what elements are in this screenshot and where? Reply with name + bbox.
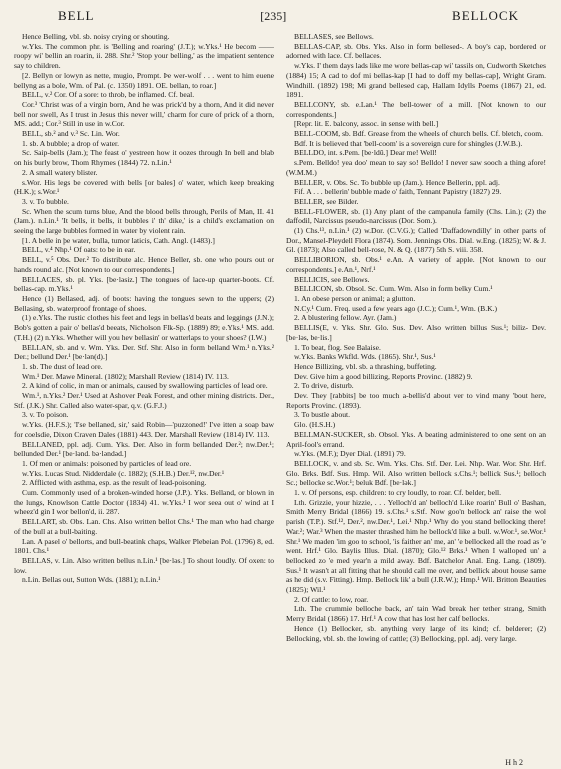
dictionary-entry: BELLACES, sb. pl. Yks. [be·ləsiz.] The tongues of lace-up quarter-boots. Cf. bellas-cap. m.Yks.¹ [14, 274, 274, 294]
dictionary-entry: (1) e.Yks. The rustic clothes his feet and legs in bellas'd beats and leggings (J.N.); Bob's gotten a pair o' bellas'd beeats, Nicholson Flk-Sp. (1889) 89; e.Yks.¹ MS. add. (T.H.) (2) n.Yks. Whether will you hev bellasin' or watterlaps to your shoes? (I.W.) [14, 313, 274, 342]
dictionary-entry: Hence (1) Bellocker, sb. anything very large of its kind; cf. belderer; (2) Bellocking, vbl. sb. the lowing of cattle; (3) Bellocking, ppl. adj. very large. [286, 623, 546, 643]
dictionary-entry: (1) Chs.¹³, n.Lin.¹ (2) w.Dor. (C.V.G.); Called 'Daffadowndilly' in other parts of Dor., Mansel-Pleydell Flora (1874). Som. Jennings Obs. Dial. w.Eng. (1825); W. & J. Gl. (1873); Also called bell-rose, N. & Q. (1877) 5th S. viii. 358. [286, 226, 546, 255]
dictionary-entry: BELLER, see Bilder. [294, 196, 359, 206]
dictionary-entry: Hence Billizing, vbl. sb. a thrashing, buffeting. [294, 361, 437, 371]
dictionary-entry: 1. Of men or animals: poisoned by particles of lead ore. [22, 458, 192, 468]
dictionary-entry: Hence (1) Bellased, adj. of boots: having the tongues sewn to the uppers; (2) Bellasing, sb. waterproof frontage of shoes. [14, 293, 274, 313]
dictionary-entry: BELL, v.⁵ Obs. Der.² To distribute alc. Hence Beller, sb. one who pours out or hands round alc. [Not known to our correspondents.] [14, 255, 274, 274]
dictionary-entry: s.Pem. Belldo! yea doo' mean to say so! Belldo! I never saw sooch a thing afore! (W.M.M.) [286, 158, 546, 177]
left-column [14, 32, 274, 744]
dictionary-entry: w.Yks. Banks Wkfld. Wds. (1865). Shr.¹, Sus.¹ [294, 352, 436, 362]
dictionary-entry: 1. To beat, flog. See Balaise. [294, 342, 381, 352]
dictionary-entry: w.Yks. The common phr. is 'Belling and roaring' (J.T.); w.Yks.¹ He becom —— roopy wi' bellin an roarin, ii. 288. Shr.² 'Stop your belling,' as the impatient sentence say to children. [14, 41, 274, 71]
dictionary-entry: Glo. (H.S.H.) [294, 420, 336, 430]
dictionary-entry: BELLOCK, v. and sb. Sc. Wm. Yks. Chs. Stf. Der. Lei. Nhp. War. Wor. Shr. Hrf. Glo. Brks. Bdf. Sus. Hmp. Wil. Also written bellock s.Chs.¹; bellick Sus.¹; belloch Sc.; bellocke sc.Wor.¹; beluk Bdf. [be·lək.] [286, 458, 546, 488]
dictionary-entry: Lth. The crummie belloche back, an' tain Wad break her tether strang, Smith Merry Bridal (1866) 17. Hrf.¹ A cow that has lost her calf bellocks. [286, 604, 546, 624]
dictionary-entry: [Repr. lit. E. balcony, assoc. in sense with bell.] [294, 119, 439, 129]
dictionary-entry: s.Wor. His legs be covered with bells [or bales] o' water, which keep breaking (H.K.); s.Wor.¹ [14, 177, 274, 197]
dictionary-entry: Bdf. It is believed that 'bell-coom' is a sovereign cure for shingles (J.W.B.). [294, 138, 523, 148]
page-number: [235] [260, 9, 287, 23]
dictionary-entry: [2. Bellyn or lowyn as nette, mugio, Prompt. Þe wer-wolf . . . went to him euene bellyng as a bole, Wm. of Pal. (c. 1350) 1891. OE. bellan, to roar.] [14, 70, 274, 90]
dictionary-entry: BELLAS-CAP, sb. Obs. Yks. Also in form bellesed-. A boy's cap, bordered or adorned with lace. Cf. bellaces. [286, 41, 546, 61]
dictionary-entry: Cor.³ 'Christ was of a virgin born, And he was prick'd by a thorn, And it did never bell nor swell, As I trust in Jesus this never will,' charm for cure of prick of a thorn, MS. add.; Cor.³ Still in use in w.Cor. [14, 99, 274, 129]
dictionary-entry: BELLAN, sb. and v. Wm. Yks. Der. Stf. Shr. Also in form belland Wm.¹ n.Yks.² Der.; bellund Der.¹ [be·lən(d).] [14, 342, 274, 362]
dictionary-entry: Lth. Grizzie, your hizzie, . . . Yelloch'd an' belloch'd Like roarin' Bull o' Bashan, Smith Merry Bridal (1866) 19. s.Chs.¹ s.Stf. Now goo'n bellock an' raise the wol parish (T.P.). Stf.¹², Der.², nw.Der.¹, Lei.¹ Nhp.¹ Why do you stand bellocking there! War.²; War.³ When the master thrashed him he bellock'd like a bull. w.Wor.¹, se.Wor.¹ Shr.¹ We maden 'im goo to school, 'is faither an' me, an' 'e bellocked all the road as 'e went. Hrf.¹ Glo. Baylis Illus. Dial. (1870); Glo.¹² Brks.¹ When I walloped un' a bellocked zo 'e med year'n a mild away. Bdf. Batchelor Anal. Eng. Lang. (1809). Sus.¹ It wasn't at all fitting that he should call me over, and bellick about house same as he did (s.v. Fitting). Hmp. Bellock lik' a bull (J.R.W.); Hmp.¹ Wil. Britton Beauties (1825); Wil.¹ [286, 497, 546, 595]
dictionary-entry: BELL, sb.² and v.³ Sc. Lin. Wor. [22, 129, 120, 139]
dictionary-entry: n.Lin. Bellas out, Sutton Wds. (1881); n.Lin.¹ [22, 575, 161, 585]
dictionary-entry: BELLIS(E, v. Yks. Shr. Glo. Sus. Dev. Also written billus Sus.¹; biliz- Dev. [be·ləs, be·lis.] [286, 323, 546, 342]
dictionary-entry: BELLICIS, see Bellows. [294, 274, 370, 284]
dictionary-entry: BELL-COOM, sb. Bdf. Grease from the wheels of church bells. Cf. bletch, coom. [294, 129, 544, 139]
dictionary-entry: 1. sb. The dust of lead ore. [22, 361, 103, 371]
dictionary-entry: BELL-FLOWER, sb. (1) Any plant of the campanula family (Chs. Lin.); (2) the daffodil, Narcissus pseudo-narcissus (Dor. Som.). [286, 206, 546, 226]
dictionary-entry: w.Yks. (M.F.); Dyer Dial. (1891) 79. [294, 449, 406, 459]
dictionary-entry: BELLDO, int. s.Pem. [be·ldū.] Dear me! Well! [294, 148, 437, 158]
dictionary-entry: Wm.¹ Der. Mawe Mineral. (1802); Marshall Review (1814) IV. 113. [22, 371, 229, 381]
dictionary-entry: 2. A small watery blister. [22, 167, 98, 177]
dictionary-entry: 2. Afflicted with asthma, esp. as the result of lead-poisoning. [22, 478, 207, 488]
dictionary-entry: Hence Belling, vbl. sb. noisy crying or shouting. [22, 32, 170, 41]
dictionary-entry: 1. sb. A bubble; a drop of water. [22, 138, 120, 148]
dictionary-entry: w.Yks. I' them days lads like me wore bellas-cap wi' tassils on, Cudworth Sketches (1884) 15; A cad to dof mi bellas-kap [I had to doff my bellas-cap], Wright Gram. Windhill. (1892) 198; Mi grand bellesed cap, Hallam Idylls Poems (1867) 21, ed. 1891. [286, 61, 546, 100]
dictionary-entry: 1. An obese person or animal; a glutton. [294, 293, 416, 303]
dictionary-entry: BELLMAN-SUCKER, sb. Obsol. Yks. A beating administered to one sent on an April-fool's errand. [286, 429, 546, 449]
dictionary-entry: N.Cy.¹ Cum. Freq. used a few years ago (J.C.); Cum.¹, Wm. (B.K.) [294, 303, 498, 313]
dictionary-entry: BELLASES, see Bellows. [294, 32, 374, 41]
dictionary-entry: w.Yks. Lucas Stud. Nidderdale (c. 1882); (S.H.B.) Der.¹², nw.Der.¹ [22, 468, 225, 478]
dictionary-entry: BELLIBORION, sb. Obs.¹ e.An. A variety of apple. [Not known to our correspondents.] e.An.¹, Nrf.¹ [286, 255, 546, 274]
right-column [286, 32, 546, 744]
dictionary-entry: [1. A belle in þe water, bulla, tumor laticis, Cath. Angl. (1483).] [22, 235, 215, 245]
dictionary-entry: Wm.¹, n.Yks.² Der.¹ Used at Ashover Peak Forest, and other mining districts. Der., Stf. (J.K.) Shr. Called also water-spar, q.v. (G.F.J.) [14, 391, 274, 410]
dictionary-entry: BELLCONY, sb. e.Lan.¹ The bell-tower of a mill. [Not known to our correspondents.] [286, 99, 546, 119]
dictionary-entry: BELLER, v. Obs. Sc. To bubble up (Jam.). Hence Bellerin, ppl. adj. [294, 177, 500, 187]
dictionary-entry: 1. v. Of persons, esp. children: to cry loudly, to roar. Cf. belder, bell. [294, 488, 502, 498]
dictionary-entry: 3. v. To poison. [22, 410, 69, 420]
dictionary-entry: 2. Of cattle: to low, roar. [294, 594, 369, 604]
dictionary-entry: 3. To bustle about. [294, 410, 351, 420]
dictionary-entry: BELLAS, v. Lin. Also written bellus n.Lin.¹ [be·ləs.] To shout loudly. Of oxen: to low. [14, 555, 274, 575]
running-head-right: BELLOCK [452, 8, 519, 23]
dictionary-entry: Cum. Commonly used of a broken-winded horse (J.P.). Yks. Belland, or blown in the lungs, Knowlson Cattle Doctor (1834) 41. w.Yks.¹ I wor seea out o' wind at I wheez'd gin I wor bellon'd, ii. 287. [14, 488, 274, 517]
text-columns [14, 32, 547, 744]
page-header [14, 8, 547, 30]
dictionary-entry: Sc. When the scum turns blue, And the blood bells through, Perils of Man, II. 41 (Jam.). n.Lin.¹ 'It bells, it bells, it bubbles i' th' dike,' is a child's exclamation on seeing the large bubbles formed in water by violent rain. [14, 206, 274, 236]
dictionary-entry: BELL, v.⁴ Nhp.¹ Of oats: to be in ear. [22, 245, 136, 255]
dictionary-entry: w.Yks. (H.F.S.); 'I'se bellaned, sir,' said Robin—'puzzoned!' I've itten a soap baw for coelsdie, Dixon Craven Dales (1881) 443. Der. Marshall Review (1814) IV. 113. [14, 420, 274, 439]
dictionary-entry: BELL, v.² Cor. Of a sore: to throb, be inflamed. Cf. beal. [22, 90, 195, 100]
dictionary-entry: Lan. A pasel o' bellorts, and bull-beatink chaps, Walker Plebeian Pol. (1796) 8, ed. 1801. Chs.¹ [14, 536, 274, 556]
dictionary-entry: Dev. Give him a good billizing, Reports Provinc. (1882) 9. [294, 371, 473, 381]
dictionary-entry: Sc. Saip-bells (Jam.); The feast o' yestreen how it oozes through In bell and blab on his burly brow, Thom Rhymes (1844) 72. n.Lin.¹ [14, 148, 274, 168]
dictionary-entry: BELLICON, sb. Obsol. Sc. Cum. Wm. Also in form belky Cum.¹ [294, 284, 493, 294]
dictionary-entry: Dev. They [rabbits] be too much a-bellis'd about ver to vind many 'bout here, Reports Provinc. (1893). [286, 391, 546, 410]
running-head-left: BELL [58, 8, 95, 23]
dictionary-entry: 2. To drive, disturb. [294, 381, 354, 391]
dictionary-entry: 2. A blustering fellow. Ayr. (Jam.) [294, 313, 397, 323]
dictionary-entry: BELLART, sb. Obs. Lan. Chs. Also written bellot Chs.¹ The man who had charge of the bull at a bull-baiting. [14, 517, 274, 536]
dictionary-entry: BELLANED, ppl. adj. Cum. Yks. Der. Also in form bellanded Der.²; nw.Der.¹; bellunded Der.¹ [be·lənd. bə·ləndəd.] [14, 439, 274, 459]
signature-mark: H h 2 [505, 758, 523, 767]
dictionary-entry: 2. A kind of colic, in man or animals, caused by swallowing particles of lead ore. [22, 381, 268, 391]
dictionary-entry: 3. v. To bubble. [22, 196, 69, 206]
dictionary-entry: Fif. A . . . bellerin' bubble made o' faith, Tennant Papistry (1827) 29. [294, 187, 502, 197]
